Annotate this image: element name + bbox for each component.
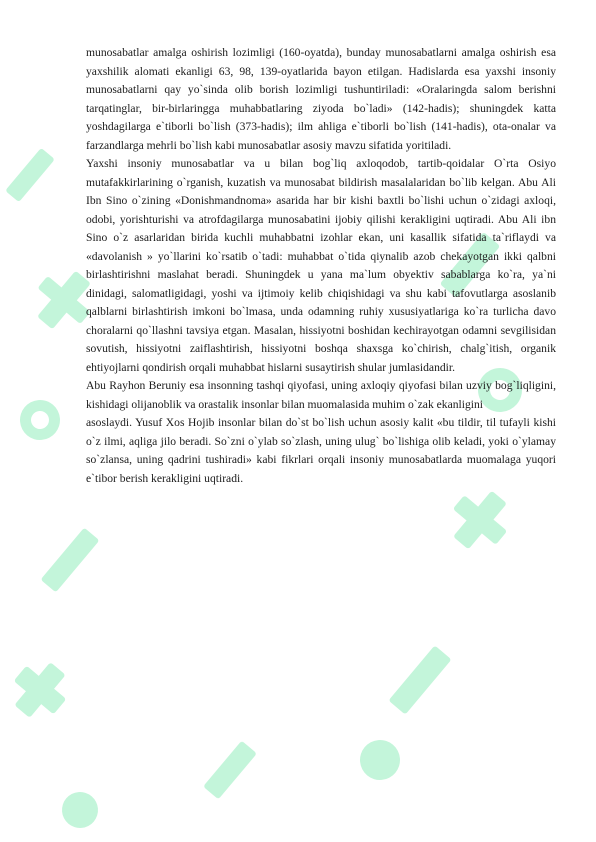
watermark-mark [439,479,520,561]
watermark-mark [55,785,106,836]
watermark-mark [388,645,451,714]
watermark-mark [352,732,408,788]
paragraph: munosabatlar amalga oshirish lozimligi (160-oyatda), bunday munosabatlarni amalga oshirish esa yaxshilik alomati ekanligi 63, 98, 139-oyatlarida bayon etilgan. Hadislarda esa yaxshi insoniy munosabatlarni qay yo`sinda olib borish lozimligi tushuntiriladi: «Oralaringda salom berishni tarqatinglar, bir-birlaringga muhabbatlaring ziyoda bo`ladi» (142-hadis); shuningdek katta yoshdagilarga e`tiborli bo`lish (373-hadis); ilm ahliga e`tiborli bo`lish (141-hadis), ota-onalar va farzandlarga mehrli bo`lish kabi munosabatlar asosiy mavzu sifatida yoritiladi. [86,46,556,152]
paragraph: Yaxshi insoniy munosabatlar va u bilan bog`liq axloqodob, tartib-qoidalar O`rta Osiyo mutafakkirlarining o`rganish, kuzatish va munosabat bildirish masalalaridan bo`lib kelgan. Abu Ali Ibn Sino o`zining «Donishmandnoma» asarida har bir kishi baxtli bo`lishi uchun o`zidagi axloqi, odobi, yorishturishi va atrofdagilarga munosabatini ijobiy qilishi kerakligini uqtiradi. Abu Ali ibn Sino o`z asarlaridan birida kuchli muhabbatni izohlar ekan, uni kasallik sifatida ta`riflaydi va «davolanish » yo`llarini ko`rsatib o`tadi: muhabbat o`tida qiynalib azob chekayotgan ikki qalbni birlashtirishni maslahat beradi. Shuningdek u yana ma`lum obyektiv sabablarga ko`ra, ya`ni dinidagi, salomatligidagi, yoshi va ijtimoiy kelib chiqishidagi va shu kabi tafovutlarga asoslanib qalblarni birlashtirish imkoni bo`lmasa, unda odamning ruhiy xususiyatlariga ko`ra turlicha davo choralarni qo`llashni tavsiya etgan. Masalan, hissiyotni boshidan kechirayotgan odamni sevgilisidan sovutish, hissiyotni zaiflashtirish, hissiyotni boshqa shaxsga ko`chirish, chalg`itish, organik ehtiyojlarni qondirish orqali muhabbat hislarni susaytirish shular jumlasidandir. [86,157,556,374]
watermark-mark [40,528,99,593]
watermark-mark [5,148,55,202]
paragraph: asoslaydi. Yusuf Xos Hojib insonlar bilan do`st bo`lish uchun asosiy kalit «bu tildir, til tufayli kishi o`z ilmi, aqliga jilo beradi. So`zni o`ylab so`zlash, uning ulug` bo`lishiga olib keladi, yoki o`ylamay so`zlansa, uning qadrini tushiradi» kabi fikrlari orqali insoniy munosabatlarda muomalaga yuqori e`tibor berish kerakligini uqtiradi. [86,416,556,485]
watermark-mark [12,392,68,448]
paragraph: Abu Rayhon Beruniy esa insonning tashqi qiyofasi, uning axloqiy qiyofasi bilan uzviy bog`liqligini, kishidagi olijanoblik va orastalik insonlar bilan muomalasida muhim o`zak ekanligini [86,379,556,411]
watermark-mark [2,652,78,728]
document-body [86,44,556,488]
watermark-mark [203,741,257,800]
